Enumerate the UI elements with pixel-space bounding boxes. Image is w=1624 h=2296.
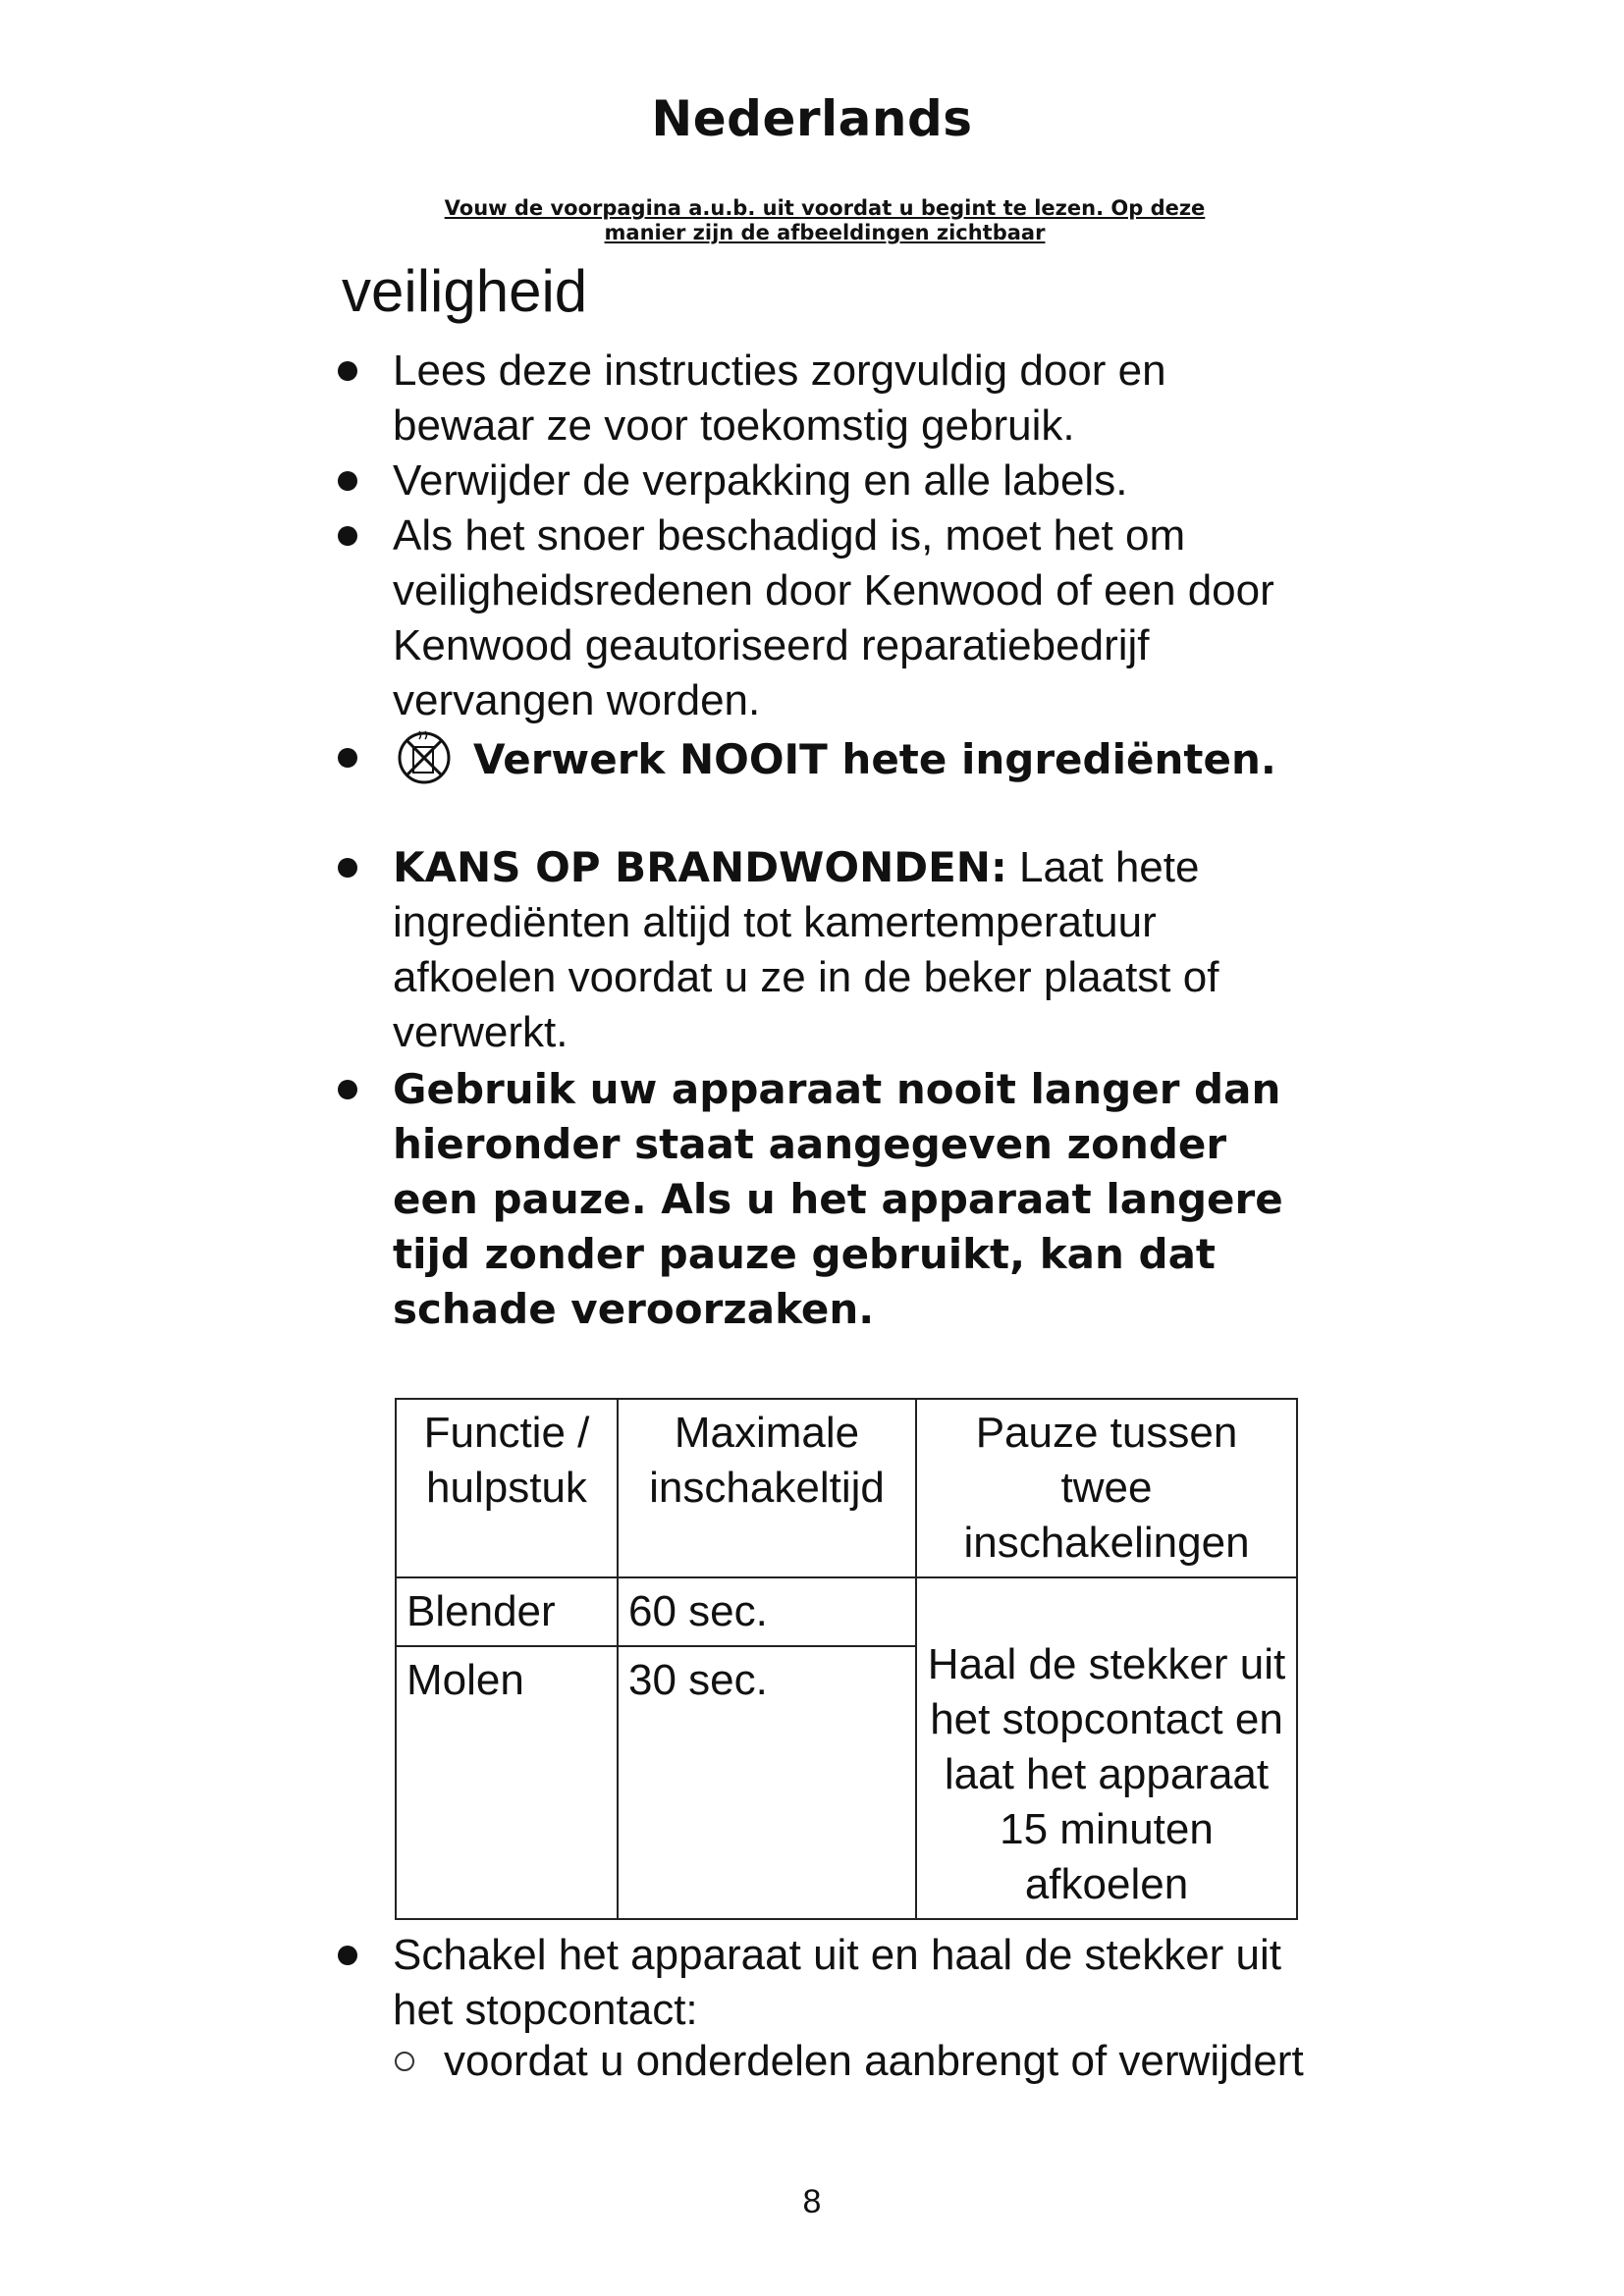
sub-bullet-ring-icon [395,2052,414,2071]
bullet-dot-icon [338,361,357,381]
bullet-item [393,730,1316,787]
table-cell: 30 sec. [618,1646,916,1919]
bullet-item [393,1928,1316,2038]
fold-note-line-1: Vouw de voorpagina a.u.b. uit voordat u begint te lezen. Op deze [444,196,1206,220]
bullet-dot-icon [338,471,357,491]
table-header-cell: Pauze tussen twee inschakelingen [916,1399,1297,1577]
table-cell: Haal de stekker uit het stopcontact en laat het apparaat 15 minuten afkoelen [916,1577,1297,1919]
bullet-item [393,344,1316,454]
bullet-text-bold: KANS OP BRANDWONDEN: [393,843,1007,891]
bullet-dot-icon [338,748,357,768]
table-cell: Blender [396,1577,618,1646]
bullet-item [393,840,1316,1060]
bullet-text-bold: Verwerk NOOIT hete ingrediënten. [473,735,1276,783]
section-heading: veiligheid [342,258,588,324]
bullet-text: Laat hete ingrediënten altijd tot kamertemperatuur afkoelen voordat u ze in de beker plaatst of verwerkt. [393,843,1219,1056]
table-cell: 60 sec. [618,1577,916,1646]
table-cell: Molen [396,1646,618,1919]
bullet-dot-icon [338,858,357,878]
bullet-dot-icon [338,526,357,546]
no-hot-ingredients-icon [393,730,456,785]
bullet-text: Verwijder de verpakking en alle labels. [393,456,1128,505]
bullet-text: Lees deze instructies zorgvuldig door en bewaar ze voor toekomstig gebruik. [393,347,1166,450]
sub-bullet-text: voordat u onderdelen aanbrengt of verwijdert [444,2037,1304,2085]
bullet-item [393,508,1316,728]
bullet-text: Schakel het apparaat uit en haal de stekker uit het stopcontact: [393,1931,1282,2034]
table-header-cell: Maximale inschakeltijd [618,1399,916,1577]
bullet-dot-icon [338,1946,357,1965]
table-header-row [396,1399,1297,1577]
bullet-text: Als het snoer beschadigd is, moet het om veiligheidsredenen door Kenwood of een door Kenwood geautoriseerd reparatiebedrijf vervangen worden. [393,511,1274,724]
bullet-item [393,1062,1316,1337]
bullet-text-bold: Gebruik uw apparaat nooit langer dan hieronder staat aangegeven zonder een pauze. Als u het apparaat langere tijd zonder pauze gebruikt, kan dat schade veroorzaken. [393,1065,1283,1333]
bullet-dot-icon [338,1080,357,1099]
page-title: Nederlands [651,90,973,147]
fold-note-line-2: manier zijn de afbeeldingen zichtbaar [604,221,1046,244]
usage-time-table [395,1398,1298,1920]
table-row [396,1577,1297,1646]
page-number: 8 [802,2183,822,2220]
table-header-cell: Functie / hulpstuk [396,1399,618,1577]
bullet-item [393,454,1316,508]
sub-bullet-item [444,2034,1308,2089]
